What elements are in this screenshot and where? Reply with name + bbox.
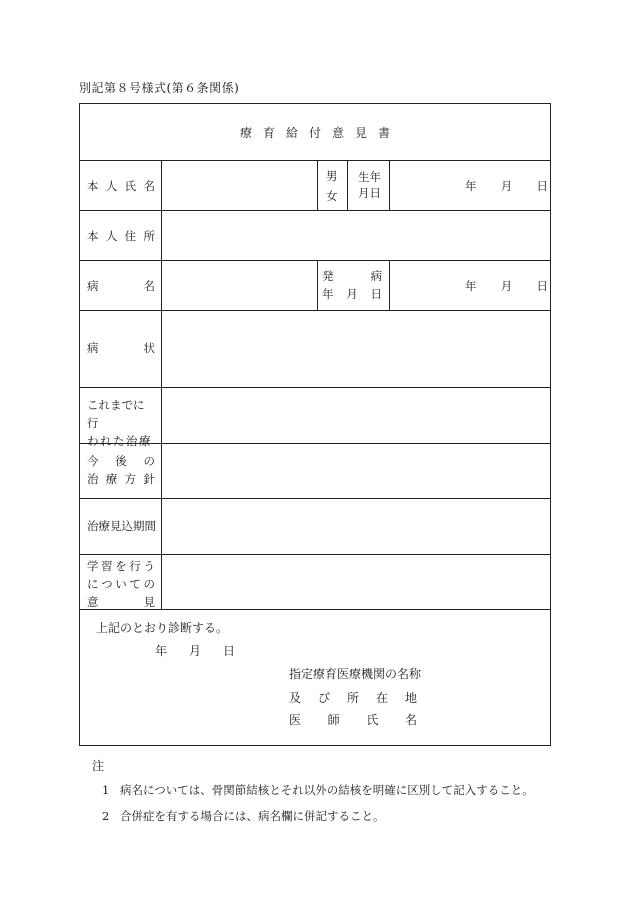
birth-date-label: 生年 月日 <box>358 170 381 200</box>
address-label: 本 人 住 所 <box>87 229 155 243</box>
expected-period-label: 治療見込期間 <box>87 519 156 533</box>
onset-date-units: 年 月 日 <box>465 279 548 293</box>
prior-treatment-label: これまでに行 われた治療 <box>87 398 152 448</box>
onset-date-label: 発 病 年 月 日 <box>322 269 382 301</box>
study-opinion-label: 学 習 を 行 う に つ い て の 意 見 <box>87 559 155 609</box>
notes-heading: 注 <box>92 759 105 773</box>
row-divider <box>80 160 550 161</box>
certification-statement: 上記のとおり診断する。 <box>96 621 229 635</box>
form-title: 療育給付意見書 <box>239 125 401 140</box>
certification-date: 年 月 日 <box>155 644 235 658</box>
note-item: 1 病名については、骨関節結核とそれ以外の結核を明確に区別して記入すること。 <box>102 783 534 797</box>
location-label: 及 び 所 在 地 <box>289 691 417 705</box>
form-number: 別記第８号様式(第６条関係) <box>79 81 240 95</box>
sex-choice: 男 女 <box>326 169 338 203</box>
row-divider <box>80 554 550 555</box>
note-item: 2 合併症を有する場合には、病名欄に併記すること。 <box>102 809 385 823</box>
row-divider <box>80 210 550 211</box>
column-divider <box>317 160 318 210</box>
row-divider <box>80 387 550 388</box>
label-column-divider <box>161 160 162 609</box>
name-label: 本 人 氏 名 <box>87 179 155 193</box>
row-divider <box>80 310 550 311</box>
disease-label: 病 名 <box>87 279 155 293</box>
column-divider <box>389 160 390 210</box>
birth-date-units: 年 月 日 <box>465 179 548 193</box>
opinion-form <box>79 103 551 746</box>
future-plan-label: 今 後 の 治 療 方 針 <box>87 454 155 486</box>
column-divider <box>389 260 390 310</box>
institution-name-label: 指定療育医療機関の名称 <box>289 667 422 681</box>
row-divider <box>80 498 550 499</box>
column-divider <box>347 160 348 210</box>
doctor-name-label: 医 師 氏 名 <box>289 713 417 727</box>
row-divider <box>80 260 550 261</box>
column-divider <box>317 260 318 310</box>
symptom-label: 病 状 <box>87 341 155 355</box>
